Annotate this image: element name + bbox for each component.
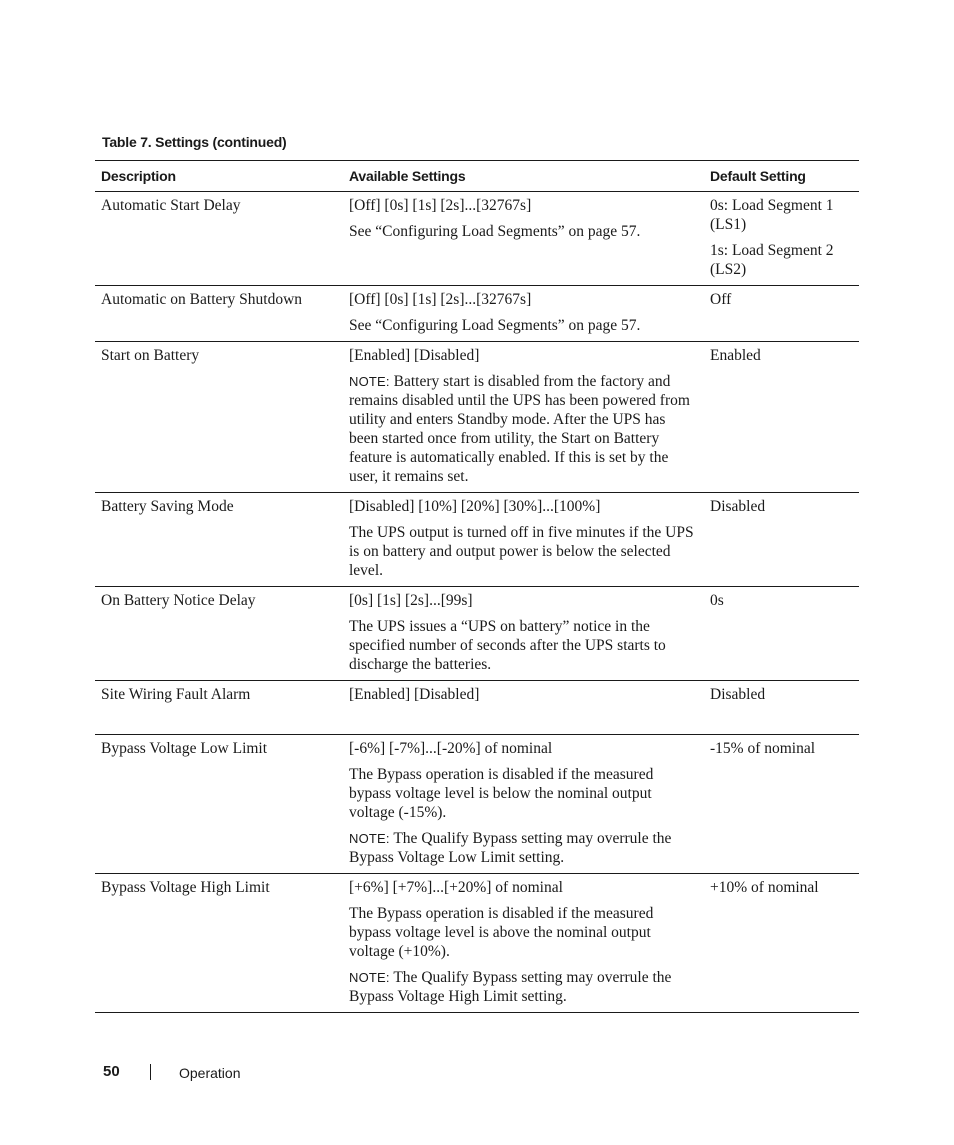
table-row (95, 286, 859, 342)
row-description: Automatic on Battery Shutdown (95, 286, 343, 342)
note-label: NOTE: (349, 374, 390, 389)
default-value: -15% of nominal (710, 740, 816, 757)
row-description: Site Wiring Fault Alarm (95, 681, 343, 735)
row-available (343, 587, 704, 681)
available-values: [Enabled] [Disabled] (349, 686, 480, 703)
row-description: Battery Saving Mode (95, 493, 343, 587)
footer-section-name: Operation (179, 1065, 241, 1081)
row-default (704, 286, 859, 342)
available-values: [-6%] [-7%]...[-20%] of nominal (349, 740, 553, 757)
available-values: [Off] [0s] [1s] [2s]...[32767s] (349, 291, 532, 308)
row-description: On Battery Notice Delay (95, 587, 343, 681)
available-values: [0s] [1s] [2s]...[99s] (349, 592, 473, 609)
default-value: Off (710, 291, 732, 308)
default-value: 0s (710, 592, 724, 609)
available-values: [Enabled] [Disabled] (349, 347, 480, 364)
row-description: Bypass Voltage Low Limit (95, 735, 343, 874)
page-number: 50 (103, 1063, 120, 1080)
available-detail: The UPS issues a “UPS on battery” notice in the specified number of seconds after the UPS starts to discharge the batteries. (349, 618, 666, 673)
table-header-row (95, 161, 859, 192)
row-default (704, 192, 859, 286)
row-description: Bypass Voltage High Limit (95, 874, 343, 1013)
note-text: The Qualify Bypass setting may overrule the Bypass Voltage High Limit setting. (349, 969, 672, 1005)
note-text: The Qualify Bypass setting may overrule the Bypass Voltage Low Limit setting. (349, 830, 672, 866)
note-label: NOTE: (349, 970, 390, 985)
header-default-setting: Default Setting (704, 161, 859, 192)
row-available (343, 874, 704, 1013)
row-description: Automatic Start Delay (95, 192, 343, 286)
default-value: Disabled (710, 686, 766, 703)
table-row (95, 342, 859, 493)
row-available (343, 286, 704, 342)
row-default (704, 735, 859, 874)
note-paragraph (349, 372, 698, 486)
row-available (343, 192, 704, 286)
table-row (95, 493, 859, 587)
available-detail: See “Configuring Load Segments” on page 57. (349, 223, 641, 240)
default-value: Disabled (710, 498, 766, 515)
default-value: 1s: Load Segment 2 (LS2) (710, 242, 834, 278)
note-label: NOTE: (349, 831, 390, 846)
row-default (704, 493, 859, 587)
row-available (343, 735, 704, 874)
available-values: [Off] [0s] [1s] [2s]...[32767s] (349, 197, 532, 214)
note-text: Battery start is disabled from the factory and remains disabled until the UPS has been powered from utility and enters Standby mode. After the UPS has been started once from utility, the Start on Battery feature is automatically enabled. If this is set by the user, it remains set. (349, 373, 690, 485)
available-values: [Disabled] [10%] [20%] [30%]...[100%] (349, 498, 601, 515)
default-value: Enabled (710, 347, 761, 364)
available-values: [+6%] [+7%]...[+20%] of nominal (349, 879, 563, 896)
row-default (704, 681, 859, 735)
footer-divider (150, 1064, 151, 1080)
available-detail: The Bypass operation is disabled if the measured bypass voltage level is below the nominal output voltage (-15%). (349, 766, 654, 821)
row-available (343, 493, 704, 587)
row-default (704, 874, 859, 1013)
table-row (95, 735, 859, 874)
available-detail: The UPS output is turned off in five minutes if the UPS is on battery and output power is below the selected level. (349, 524, 694, 579)
note-paragraph (349, 968, 698, 1006)
note-paragraph (349, 829, 698, 867)
row-available (343, 681, 704, 735)
default-value: +10% of nominal (710, 879, 819, 896)
row-description: Start on Battery (95, 342, 343, 493)
default-value: 0s: Load Segment 1 (LS1) (710, 197, 834, 233)
header-available-settings: Available Settings (343, 161, 704, 192)
row-default (704, 587, 859, 681)
table-row (95, 874, 859, 1013)
table-row (95, 681, 859, 735)
row-available (343, 342, 704, 493)
settings-table (95, 160, 859, 1013)
table-caption: Table 7. Settings (continued) (102, 134, 287, 150)
available-detail: See “Configuring Load Segments” on page 57. (349, 317, 641, 334)
available-detail: The Bypass operation is disabled if the measured bypass voltage level is above the nominal output voltage (+10%). (349, 905, 654, 960)
table-row (95, 192, 859, 286)
row-default (704, 342, 859, 493)
table-row (95, 587, 859, 681)
header-description: Description (95, 161, 343, 192)
